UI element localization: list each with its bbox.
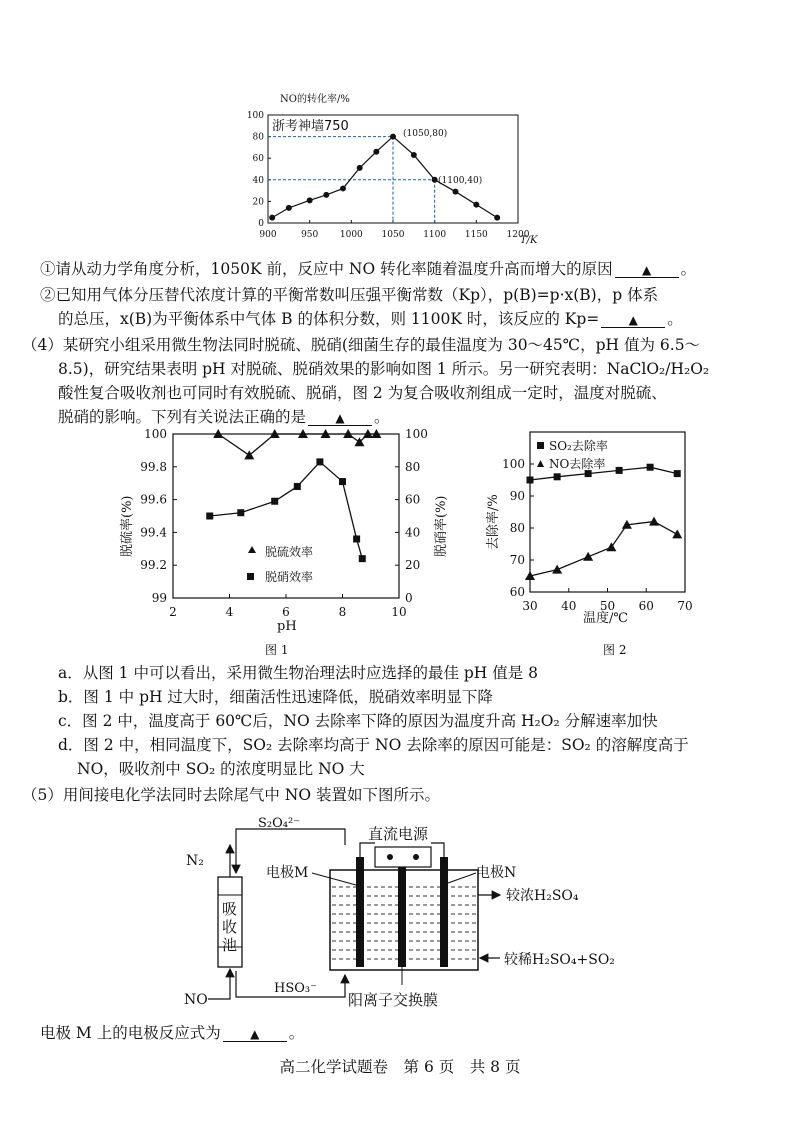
x-tick-label: 1100	[423, 230, 447, 240]
period: 。	[667, 310, 683, 328]
question-5: （5）用间接电化学法同时去除尾气中 NO 装置如下图所示。	[22, 786, 440, 804]
chart1-caption: 图 1	[265, 643, 289, 657]
y-tick-label-left: 99.6	[140, 492, 167, 507]
question-5-end: 电极 M 上的电极反应式为	[40, 1024, 221, 1042]
data-point-square	[316, 458, 323, 465]
legend-square-marker	[247, 573, 254, 580]
y-tick-label: 40	[252, 175, 264, 186]
y-tick-label: 80	[252, 132, 264, 143]
question-3-2-b: 的总压，x(B)为平衡体系中气体 B 的体积分数，则 1100K 时，该反应的 Kp=	[58, 310, 600, 328]
x-tick-label: 70	[677, 599, 693, 613]
legend-triangle-marker	[248, 546, 256, 553]
y-tick-label-left: 100	[144, 427, 167, 441]
data-point-triangle	[583, 552, 593, 561]
membrane-label: 阳离子交换膜	[348, 991, 439, 1009]
y-tick-label-left: 99.2	[140, 558, 167, 573]
data-point-square	[585, 470, 592, 477]
x-tick-label: 900	[259, 230, 277, 240]
chart2-legend-a: SO₂去除率	[549, 439, 608, 453]
data-point	[411, 152, 417, 158]
y-tick-label-left: 99.8	[140, 459, 167, 474]
x-tick-label: 10	[391, 605, 407, 619]
chart1-ylabel-left: 脱硫率(%)	[120, 495, 135, 557]
chart2-xlabel: 温度/℃	[583, 611, 628, 626]
answer-blank[interactable]: ▲	[308, 411, 372, 426]
data-point-triangle	[649, 517, 659, 526]
data-point-square	[359, 555, 366, 562]
data-point	[390, 134, 396, 140]
period: 。	[288, 1024, 305, 1042]
data-point-square	[237, 509, 244, 516]
x-tick-label: 950	[301, 230, 319, 240]
y-tick-label-right: 100	[405, 427, 428, 441]
power-label: 直流电源	[368, 825, 429, 843]
x-tick-label: 1150	[464, 230, 488, 240]
chart0-watermark: 浙考神墙750	[272, 119, 349, 134]
chart0-xlabel: T/K	[520, 235, 538, 246]
data-point	[269, 215, 275, 221]
data-point	[453, 189, 459, 195]
x-tick-label: 50	[599, 599, 616, 613]
data-point	[357, 165, 363, 171]
y-tick-label-right: 80	[405, 459, 421, 474]
data-point	[432, 177, 438, 183]
legend-square-marker	[537, 442, 544, 449]
y-tick-label-right: 20	[405, 558, 421, 573]
temperature-chart	[475, 428, 710, 662]
y-tick-label: 80	[509, 521, 525, 535]
electrode-m	[356, 857, 364, 967]
question-4-a: （4）某研究小组采用微生物法同时脱硫、脱硝(细菌生存的最佳温度为 30～45℃，pH 值为 6.5～	[22, 336, 701, 354]
hso3-label: HSO₃⁻	[274, 981, 317, 996]
absorber-label: 吸	[222, 900, 238, 918]
data-point-square	[206, 513, 213, 520]
data-point-square	[554, 473, 561, 480]
y-tick-label: 60	[509, 585, 525, 599]
option-d-continued: NO，吸收剂中 SO₂ 的浓度明显比 NO 大	[77, 760, 365, 778]
chart1-legend-a: 脱硫效率	[265, 545, 314, 559]
x-tick-label: 1050	[381, 230, 405, 240]
y-tick-label: 90	[509, 489, 525, 503]
option-d[interactable]: d．图 2 中，相同温度下，SO₂ 去除率均高于 NO 去除率的原因可能是：SO₂ 的溶解度高于	[58, 736, 689, 754]
question-3-1: ①请从动力学角度分析，1050K 前，反应中 NO 转化率随着温度升高而增大的原因	[40, 260, 613, 278]
s2o4-label: S₂O₄²⁻	[258, 816, 301, 831]
chart1-ylabel-right: 脱硝率(%)	[434, 495, 449, 557]
data-point-square	[339, 478, 346, 485]
chart2-frame	[530, 432, 685, 592]
page-footer: 高二化学试题卷 第 6 页 共 8 页	[279, 1058, 521, 1076]
electrode-n	[440, 857, 448, 967]
n2-label: N₂	[186, 853, 204, 869]
no-removal-line	[530, 522, 677, 576]
data-point	[373, 149, 379, 155]
x-tick-label: 4	[225, 605, 234, 619]
data-point-square	[674, 470, 681, 477]
question-3-2-a: ②已知用气体分压替代浓度计算的平衡常数叫压强平衡常数（Kp），p(B)=p·x(B)，p 体系	[40, 286, 659, 304]
data-point-triangle	[606, 542, 616, 551]
chart2-caption: 图 2	[603, 643, 627, 657]
x-tick-label: 60	[638, 599, 654, 613]
y-tick-label: 20	[252, 197, 264, 208]
legend-triangle-marker	[537, 460, 544, 467]
y-tick-label: 100	[246, 111, 264, 121]
x-tick-label: 1000	[339, 230, 363, 240]
ph-chart	[105, 422, 450, 662]
electrode-m-label: 电极M	[266, 865, 309, 881]
y-tick-label: 60	[252, 154, 264, 165]
chart0-annotation: (1100,40)	[438, 176, 483, 186]
data-point-square	[527, 477, 534, 484]
no-conversion-chart	[240, 88, 540, 258]
dc-power-supply	[375, 847, 431, 867]
data-point	[494, 215, 500, 221]
option-b[interactable]: b．图 1 中 pH 过大时，细菌活性迅速降低，脱硝效率明显下降	[58, 688, 493, 706]
data-point-triangle	[672, 529, 682, 538]
x-tick-label: 30	[522, 599, 538, 613]
data-point	[286, 205, 292, 211]
option-a[interactable]: a．从图 1 中可以看出，采用微生物治理法时应选择的最佳 pH 值是 8	[58, 664, 539, 682]
y-tick-label-left: 99	[151, 591, 167, 605]
chart0-annotation: (1050,80)	[403, 129, 448, 139]
data-point	[307, 197, 313, 203]
option-c[interactable]: c．图 2 中，温度高于 60℃后，NO 去除率下降的原因为温度升高 H₂O₂ 分解速率加快	[58, 712, 658, 730]
data-point-square	[616, 467, 623, 474]
y-tick-label: 0	[258, 219, 264, 229]
electrode-mid	[398, 857, 406, 967]
y-tick-label: 70	[509, 553, 525, 567]
x-tick-label: 40	[561, 599, 577, 613]
answer-blank[interactable]: ▲	[601, 313, 665, 328]
absorber-label: 收	[222, 918, 238, 936]
conc-h2so4-label: 较浓H₂SO₄	[506, 888, 579, 904]
chart2-legend-b: NO去除率	[549, 457, 606, 471]
x-tick-label: 6	[282, 605, 290, 619]
y-tick-label-right: 40	[405, 525, 421, 540]
period: 。	[374, 408, 390, 426]
x-tick-label: 1200	[506, 230, 530, 240]
data-point	[473, 202, 479, 208]
question-4-c: 酸性复合吸收剂也可同时有效脱硫、脱硝，图 2 为复合吸收剂组成一定时，温度对脱硫、	[58, 384, 667, 402]
data-point-square	[353, 535, 360, 542]
electrode-n-label: 电极N	[476, 865, 517, 881]
x-tick-label: 2	[169, 605, 177, 619]
electrolysis-diagram	[170, 815, 630, 1020]
chart0-ylabel: NO的转化率/%	[280, 94, 350, 105]
data-point-square	[647, 464, 654, 471]
chart2-ylabel: 去除率/%	[486, 494, 501, 550]
chart1-legend-b: 脱硝效率	[265, 570, 314, 584]
data-point-triangle	[552, 565, 562, 574]
chart1-xlabel: pH	[277, 619, 297, 634]
y-tick-label-left: 99.4	[140, 525, 167, 540]
answer-blank[interactable]: ▲	[615, 263, 679, 278]
dilute-h2so4-label: 较稀H₂SO₄+SO₂	[504, 952, 615, 968]
y-tick-label-right: 60	[405, 492, 421, 507]
data-point-square	[294, 483, 301, 490]
no-label: NO	[184, 992, 208, 1008]
data-point-square	[271, 498, 278, 505]
y-tick-label: 100	[502, 457, 525, 471]
question-4-d: 脱硝的影响。下列有关说法正确的是	[58, 408, 307, 426]
y-tick-label-right: 0	[405, 591, 413, 605]
data-point	[340, 185, 346, 191]
data-point	[323, 192, 329, 198]
period: 。	[680, 260, 697, 278]
x-tick-label: 8	[338, 605, 347, 619]
absorber-label: 池	[222, 936, 238, 954]
question-4-b: 8.5)，研究结果表明 pH 对脱硫、脱硝效果的影响如图 1 所示。另一研究表明：NaClO₂/H₂O₂	[58, 360, 710, 378]
answer-blank[interactable]: ▲	[223, 1027, 287, 1042]
